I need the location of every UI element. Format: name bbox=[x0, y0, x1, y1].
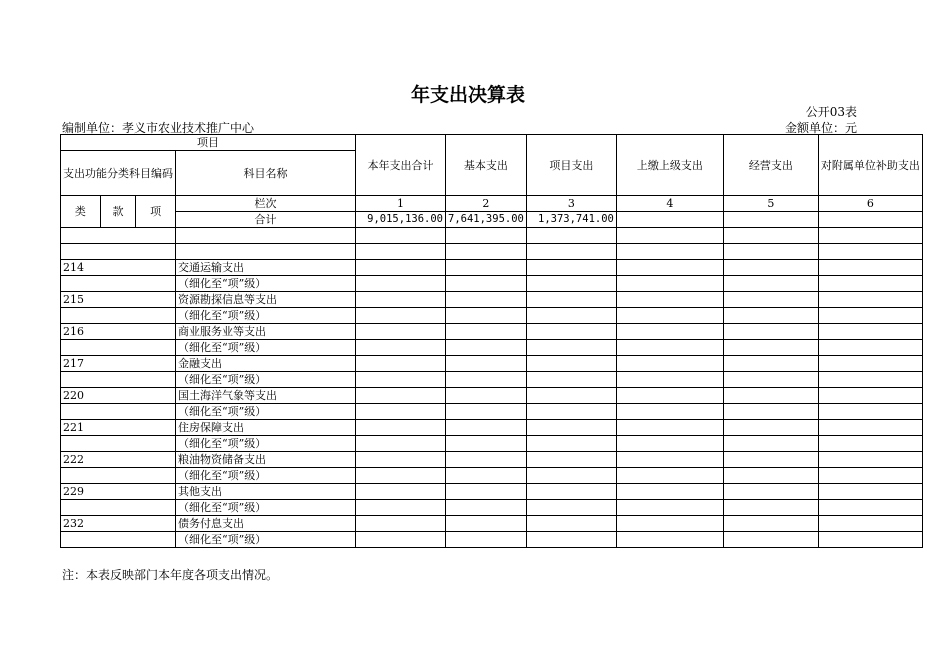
category-code: 220 bbox=[61, 388, 176, 404]
detail-code bbox=[61, 308, 176, 324]
table-row bbox=[61, 372, 923, 388]
category-code: 217 bbox=[61, 356, 176, 372]
total-business bbox=[723, 212, 818, 228]
category-name: 国土海洋气象等支出 bbox=[176, 388, 356, 404]
col-num-5: 5 bbox=[723, 196, 818, 212]
total-project: 1,373,741.00 bbox=[526, 212, 616, 228]
header-func-code: 支出功能分类科目编码 bbox=[61, 151, 176, 196]
header-lei: 类 bbox=[61, 196, 101, 228]
category-code: 215 bbox=[61, 292, 176, 308]
detail-note: （细化至“项”级） bbox=[176, 436, 356, 452]
detail-note: （细化至“项”级） bbox=[176, 532, 356, 548]
table-row bbox=[61, 500, 923, 516]
total-upper bbox=[616, 212, 723, 228]
detail-note: （细化至“项”级） bbox=[176, 404, 356, 420]
table-row bbox=[61, 532, 923, 548]
amount-unit: 金额单位：元 bbox=[784, 121, 857, 135]
header-project: 项目支出 bbox=[526, 135, 616, 196]
table-row bbox=[61, 404, 923, 420]
table-row bbox=[61, 308, 923, 324]
col-num-1: 1 bbox=[356, 196, 446, 212]
blank-code bbox=[61, 244, 176, 260]
detail-code bbox=[61, 468, 176, 484]
detail-code bbox=[61, 404, 176, 420]
category-name: 金融支出 bbox=[176, 356, 356, 372]
table-row bbox=[61, 468, 923, 484]
header-item: 项目 bbox=[61, 135, 356, 151]
detail-code bbox=[61, 372, 176, 388]
detail-code bbox=[61, 436, 176, 452]
detail-note: （细化至“项”级） bbox=[176, 340, 356, 356]
table-row bbox=[61, 324, 923, 340]
detail-note: （细化至“项”级） bbox=[176, 276, 356, 292]
detail-code bbox=[61, 500, 176, 516]
category-name: 商业服务业等支出 bbox=[176, 324, 356, 340]
header-upper: 上缴上级支出 bbox=[616, 135, 723, 196]
detail-note: （细化至“项”级） bbox=[176, 372, 356, 388]
header-basic: 基本支出 bbox=[446, 135, 527, 196]
category-code: 221 bbox=[61, 420, 176, 436]
category-code: 222 bbox=[61, 452, 176, 468]
category-name: 债务付息支出 bbox=[176, 516, 356, 532]
report-title: 年支出决算表 bbox=[410, 84, 525, 106]
category-code: 216 bbox=[61, 324, 176, 340]
table-row bbox=[61, 452, 923, 468]
header-subject-name: 科目名称 bbox=[176, 151, 356, 196]
header-total: 本年支出合计 bbox=[356, 135, 446, 196]
table-row bbox=[61, 516, 923, 532]
header-subsidy: 对附属单位补助支出 bbox=[818, 135, 922, 196]
table-row bbox=[61, 340, 923, 356]
category-name: 住房保障支出 bbox=[176, 420, 356, 436]
category-name: 粮油物资储备支出 bbox=[176, 452, 356, 468]
table-row bbox=[61, 436, 923, 452]
table-row bbox=[61, 388, 923, 404]
detail-note: （细化至“项”级） bbox=[176, 308, 356, 324]
total-subsidy bbox=[818, 212, 922, 228]
table-row bbox=[61, 276, 923, 292]
table-row bbox=[61, 292, 923, 308]
col-num-6: 6 bbox=[818, 196, 922, 212]
detail-code bbox=[61, 340, 176, 356]
table-row bbox=[61, 420, 923, 436]
total-basic: 7,641,395.00 bbox=[446, 212, 527, 228]
category-name: 资源勘探信息等支出 bbox=[176, 292, 356, 308]
detail-code bbox=[61, 276, 176, 292]
category-name: 其他支出 bbox=[176, 484, 356, 500]
total-amount: 9,015,136.00 bbox=[356, 212, 446, 228]
table-row bbox=[61, 260, 923, 276]
form-code: 公开03表 bbox=[805, 105, 857, 119]
header-xiang: 项 bbox=[136, 196, 176, 228]
detail-code bbox=[61, 532, 176, 548]
table-row bbox=[61, 356, 923, 372]
col-num-4: 4 bbox=[616, 196, 723, 212]
blank-name bbox=[176, 244, 356, 260]
compiler-unit: 编制单位：孝义市农业技术推广中心 bbox=[62, 121, 255, 135]
col-num-3: 3 bbox=[526, 196, 616, 212]
total-label: 合计 bbox=[176, 212, 356, 228]
detail-note: （细化至“项”级） bbox=[176, 468, 356, 484]
header-lanci: 栏次 bbox=[176, 196, 356, 212]
header-business: 经营支出 bbox=[723, 135, 818, 196]
col-num-2: 2 bbox=[446, 196, 527, 212]
expenditure-table bbox=[60, 134, 923, 548]
header-kuan: 款 bbox=[100, 196, 136, 228]
category-code: 232 bbox=[61, 516, 176, 532]
category-name: 交通运输支出 bbox=[176, 260, 356, 276]
table-row bbox=[61, 484, 923, 500]
blank-name bbox=[176, 228, 356, 244]
detail-note: （细化至“项”级） bbox=[176, 500, 356, 516]
category-code: 229 bbox=[61, 484, 176, 500]
footnote: 注：本表反映部门本年度各项支出情况。 bbox=[62, 568, 279, 582]
blank-code bbox=[61, 228, 176, 244]
category-code: 214 bbox=[61, 260, 176, 276]
